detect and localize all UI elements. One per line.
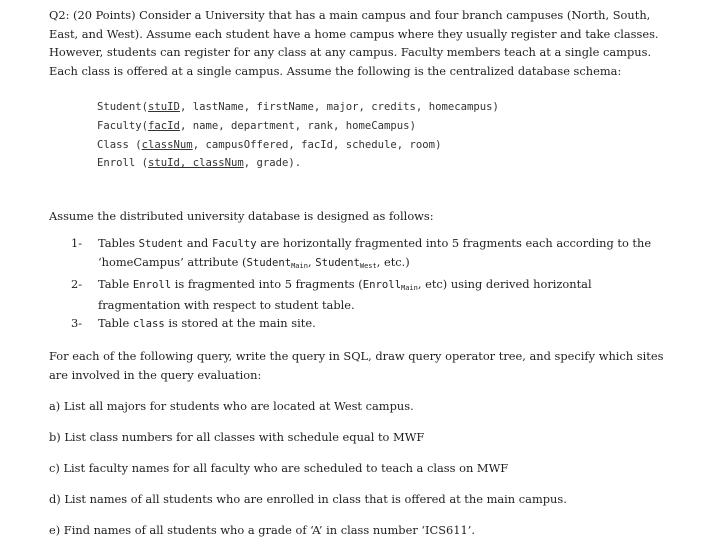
design-heading: Assume the distributed university database is designed as follows: xyxy=(49,208,434,223)
instruction-paragraph: For each of the following query, write the query in SQL, draw query operator tree, and specify which sites are involved in the query evaluation: xyxy=(49,349,664,382)
list-item: 2- Table Enroll is fragmented into 5 fragments (Enroll$_{Main}$, etc) using derived horizontal fragmentation with respect to student table. xyxy=(71,276,592,313)
schema-enroll: Enroll (stuId, classNum, grade). xyxy=(97,157,302,170)
schema-class: Class (classNum, campusOffered, facId, schedule, room) xyxy=(97,138,442,151)
question-c: c) List faculty names for all faculty who are scheduled to teach a class on MWF xyxy=(49,460,509,475)
question-b: b) List class numbers for all classes with schedule equal to MWF xyxy=(49,429,425,444)
document xyxy=(49,6,669,539)
question-e: e) Find names of all students who a grade of ‘A’ in class number ‘ICS611’. xyxy=(49,522,476,537)
list-item: 1- Tables Student and Faculty are horizontally fragmented into 5 fragments each according to the ‘homeCampus’ attribute (Student$_{Main}$, Student$_{West}$, etc.) xyxy=(71,236,652,270)
design-list xyxy=(71,235,669,333)
schema-student: Student(stuID, lastName, firstName, major, credits, homecampus) xyxy=(97,101,499,114)
schema-faculty: Faculty(facId, name, department, rank, homeCampus) xyxy=(97,119,416,132)
list-item: 3- Table class is stored at the main site. xyxy=(71,315,316,330)
question-d: d) List names of all students who are enrolled in class that is offered at the main campus. xyxy=(49,491,567,506)
database-schema xyxy=(97,98,669,172)
intro-paragraph: Q2: (20 Points) Consider a University that has a main campus and four branch campuses (North, South, East, and West). Assume each student have a home campus where they usually register and take classes. However, students can register for any class at any campus. Faculty members teach at a single campus. Each class is offered at a single campus. Assume the following is the centralized database schema: xyxy=(49,8,659,78)
question-a: a) List all majors for students who are located at West campus. xyxy=(49,398,414,413)
